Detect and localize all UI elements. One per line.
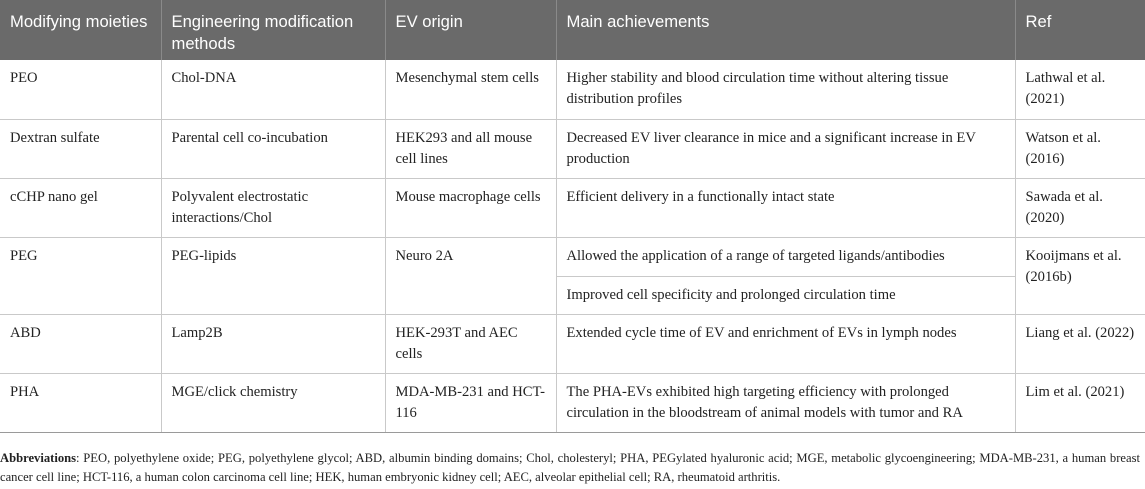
cell-origin: HEK-293T and AEC cells — [385, 314, 556, 373]
table-header-row — [0, 0, 1145, 60]
cell-origin: Mesenchymal stem cells — [385, 60, 556, 119]
cell-method: Lamp2B — [161, 314, 385, 373]
cell-achievement: Efficient delivery in a functionally intact state — [556, 178, 1015, 237]
cell-moiety: PEO — [0, 60, 161, 119]
header-ev-origin: EV origin — [385, 0, 556, 60]
cell-ref: Watson et al. (2016) — [1015, 119, 1145, 178]
table-row — [0, 237, 1145, 276]
cell-moiety: PEG — [0, 237, 161, 314]
abbreviations-label: Abbreviations — [0, 451, 77, 465]
cell-origin: HEK293 and all mouse cell lines — [385, 119, 556, 178]
header-ref: Ref — [1015, 0, 1145, 60]
cell-moiety: ABD — [0, 314, 161, 373]
header-main-achievements: Main achievements — [556, 0, 1015, 60]
cell-moiety: Dextran sulfate — [0, 119, 161, 178]
table-row — [0, 119, 1145, 178]
abbreviations-text: : PEO, polyethylene oxide; PEG, polyethylene glycol; ABD, albumin binding domains; Chol, cholesteryl; PHA, PEGylated hyaluronic acid; MGE, metabolic glycoengineering; MDA-MB-231, a human breast cancer cell line; HCT-116, a human colon carcinoma cell line; HEK, human embryonic kidney cell; AEC, alveolar epithelial cell; RA, rheumatoid arthritis. — [0, 451, 1140, 484]
cell-moiety: PHA — [0, 373, 161, 432]
cell-moiety: cCHP nano gel — [0, 178, 161, 237]
cell-achievement: The PHA-EVs exhibited high targeting efficiency with prolonged circulation in the bloodstream of animal models with tumor and RA — [556, 373, 1015, 432]
cell-ref: Lim et al. (2021) — [1015, 373, 1145, 432]
cell-achievement: Allowed the application of a range of targeted ligands/antibodies — [556, 237, 1015, 276]
cell-method: PEG-lipids — [161, 237, 385, 314]
cell-method: Chol-DNA — [161, 60, 385, 119]
table-row — [0, 178, 1145, 237]
cell-method: MGE/click chemistry — [161, 373, 385, 432]
cell-achievement: Extended cycle time of EV and enrichment of EVs in lymph nodes — [556, 314, 1015, 373]
header-modifying-moieties: Modifying moieties — [0, 0, 161, 60]
cell-ref: Liang et al. (2022) — [1015, 314, 1145, 373]
header-engineering-methods: Engineering modification methods — [161, 0, 385, 60]
cell-ref: Lathwal et al. (2021) — [1015, 60, 1145, 119]
cell-achievement: Improved cell specificity and prolonged circulation time — [556, 276, 1015, 314]
cell-achievement: Decreased EV liver clearance in mice and a significant increase in EV production — [556, 119, 1015, 178]
cell-achievement: Higher stability and blood circulation time without altering tissue distribution profiles — [556, 60, 1015, 119]
cell-origin: MDA-MB-231 and HCT-116 — [385, 373, 556, 432]
table-row — [0, 60, 1145, 119]
cell-origin: Neuro 2A — [385, 237, 556, 314]
table-row — [0, 373, 1145, 432]
cell-ref: Sawada et al. (2020) — [1015, 178, 1145, 237]
cell-ref: Kooijmans et al. (2016b) — [1015, 237, 1145, 314]
abbreviations-footnote — [0, 449, 1140, 487]
cell-method: Polyvalent electrostatic interactions/Chol — [161, 178, 385, 237]
cell-origin: Mouse macrophage cells — [385, 178, 556, 237]
table-row — [0, 314, 1145, 373]
cell-method: Parental cell co-incubation — [161, 119, 385, 178]
